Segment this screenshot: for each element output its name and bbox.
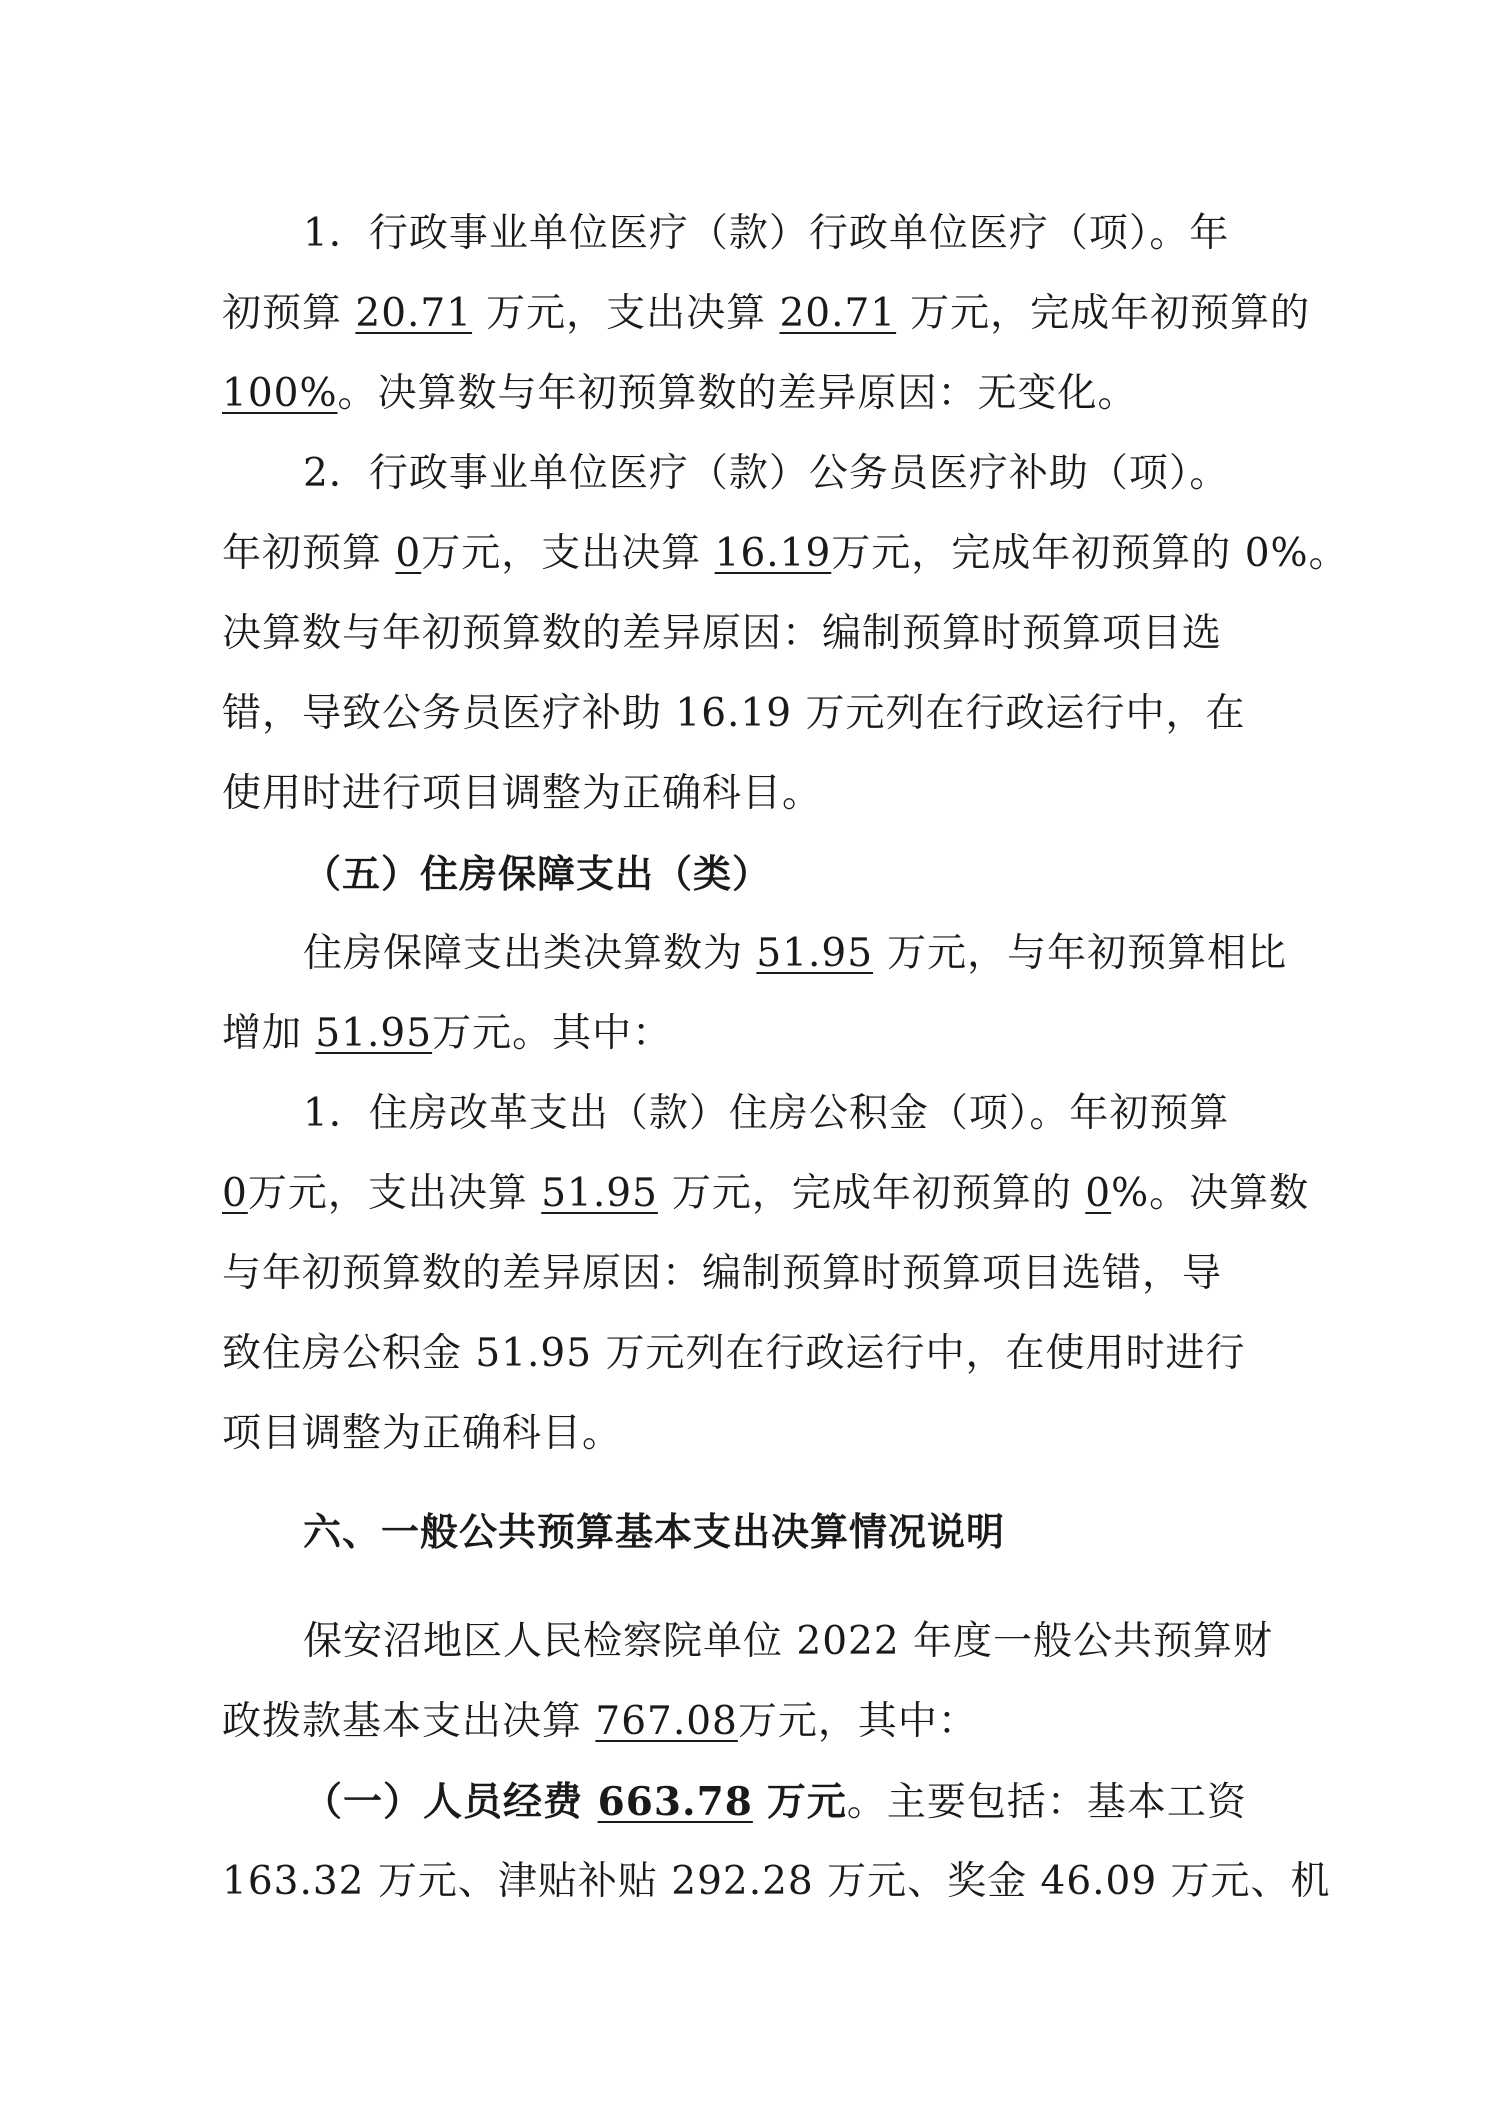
text: 万元，完成年初预算的	[910, 291, 1311, 336]
text: 与年初预算数的差异原因：编制预算时预算项目选错，导	[222, 1251, 1223, 1296]
text: 万元，支出决算	[247, 1171, 542, 1216]
text: 万元，其中：	[737, 1699, 978, 1744]
p2-line-5	[222, 770, 1262, 818]
p2-line-2	[222, 530, 1349, 578]
p5-line-2	[222, 1698, 1262, 1746]
completion-rate-value: 0	[1085, 1171, 1112, 1216]
text: 万元，完成年初预算的 0%。	[831, 531, 1349, 576]
p1-line-3	[222, 370, 1262, 418]
p4-line-5	[222, 1410, 1262, 1458]
p1-line-2	[222, 290, 1311, 338]
text: 使用时进行项目调整为正确科目。	[222, 771, 823, 816]
text: 。决算数与年初预算数的差异原因：无变化。	[337, 371, 1138, 416]
heading-text: （五）住房保障支出（类）	[303, 852, 772, 896]
text: 初预算	[222, 291, 356, 336]
personnel-heading: （一）人员经费	[303, 1779, 598, 1825]
initial-budget-value: 0	[395, 531, 422, 576]
final-account-value: 16.19	[714, 531, 832, 576]
p1-text: 1．行政事业单位医疗（款）行政单位医疗（项）。年	[303, 211, 1230, 256]
p6-line-1	[303, 1778, 1263, 1826]
text: 万元。其中：	[432, 1011, 673, 1056]
p2-line-1	[303, 450, 1263, 498]
text: 163.32 万元、津贴补贴 292.28 万元、奖金 46.09 万元、机	[222, 1859, 1331, 1904]
heading-text: 六、一般公共预算基本支出决算情况说明	[303, 1510, 1006, 1554]
personnel-value: 663.78	[597, 1779, 753, 1825]
text: 万元，支出决算	[421, 531, 715, 576]
final-account-value: 20.71	[779, 291, 897, 336]
p3-line-1	[303, 930, 1288, 978]
p2-line-4	[222, 690, 1262, 738]
text: %。决算数	[1111, 1171, 1310, 1216]
basic-expenditure-value: 767.08	[595, 1699, 738, 1744]
text: 万元，完成年初预算的	[671, 1171, 1086, 1216]
text: 项目调整为正确科目。	[222, 1411, 623, 1456]
p5-line-1	[303, 1618, 1274, 1666]
final-account-value: 51.95	[541, 1171, 658, 1216]
p2-line-3	[222, 610, 1262, 658]
text: 致住房公积金 51.95 万元列在行政运行中，在使用时进行	[222, 1331, 1246, 1376]
p4-line-1	[303, 1090, 1263, 1138]
p1-line-1	[303, 210, 1263, 258]
section-heading-basic-expenditure	[303, 1508, 1263, 1556]
text: 万元，与年初预算相比	[887, 931, 1288, 976]
section-heading-housing	[303, 850, 1263, 898]
housing-final-value: 51.95	[756, 931, 874, 976]
p4-line-3	[222, 1250, 1262, 1298]
text: 决算数与年初预算数的差异原因：编制预算时预算项目选	[222, 611, 1223, 656]
text: 。主要包括：基本工资	[846, 1780, 1247, 1825]
p3-line-2	[222, 1010, 1262, 1058]
text: 增加	[222, 1011, 316, 1056]
text: 万元，支出决算	[486, 291, 780, 336]
p4-line-4	[222, 1330, 1262, 1378]
p6-line-2	[222, 1858, 1331, 1906]
initial-budget-value: 0	[222, 1171, 248, 1216]
text: 保安沼地区人民检察院单位 2022 年度一般公共预算财	[303, 1619, 1274, 1664]
housing-increase-value: 51.95	[315, 1011, 433, 1056]
text: 年初预算	[222, 531, 396, 576]
completion-rate-value: 100%	[222, 371, 338, 416]
text: 错，导致公务员医疗补助 16.19 万元列在行政运行中，在	[222, 691, 1246, 736]
unit-text: 万元	[766, 1779, 847, 1825]
text: 政拨款基本支出决算	[222, 1699, 596, 1744]
p4-line-2	[222, 1170, 1310, 1218]
text: 1．住房改革支出（款）住房公积金（项）。年初预算	[303, 1091, 1230, 1136]
initial-budget-value: 20.71	[355, 291, 473, 336]
p2-text: 2．行政事业单位医疗（款）公务员医疗补助（项）。	[303, 451, 1230, 496]
text: 住房保障支出类决算数为	[303, 931, 757, 976]
